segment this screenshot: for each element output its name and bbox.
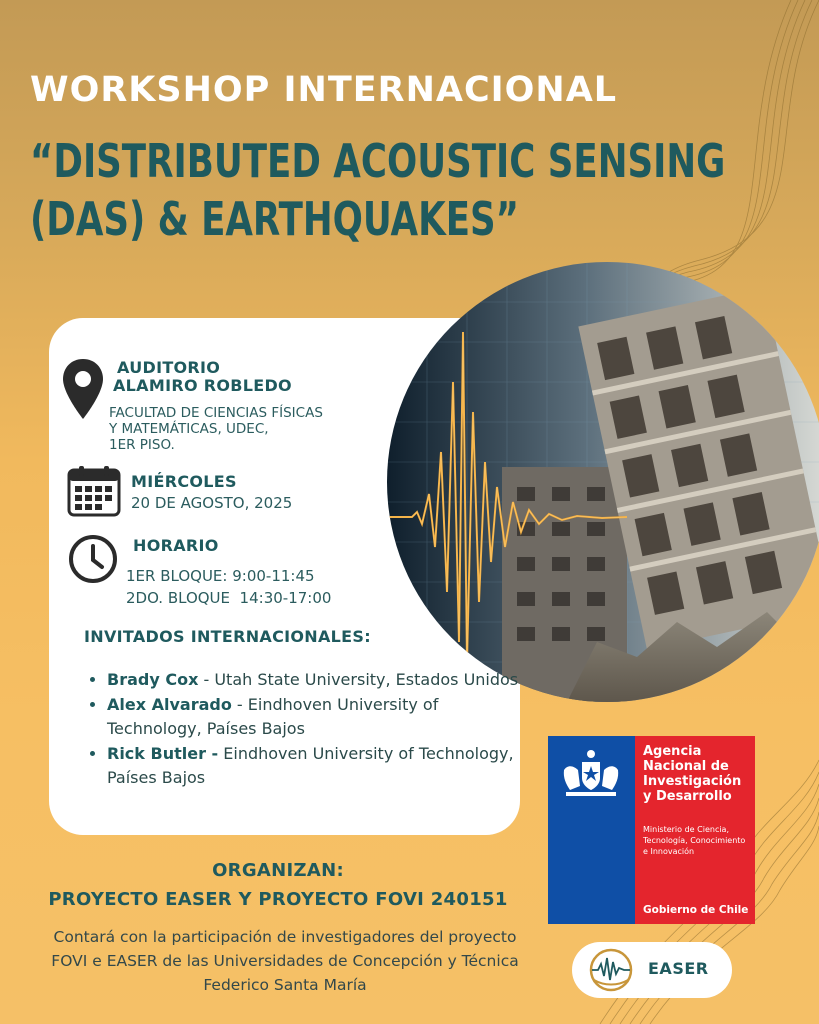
anid-ministry-line-3: e Innovación [643,847,695,856]
list-item [107,693,527,741]
date-weekday: MIÉRCOLES [131,472,237,491]
venue-name-line-1: AUDITORIO [117,358,221,377]
event-type-heading: WORKSHOP INTERNACIONAL [30,70,618,110]
venue-name-line-2: ALAMIRO ROBLEDO [113,376,292,395]
anid-ministry [643,824,753,857]
guest-detail: - Utah State University, Estados Unidos [198,670,519,689]
organizers-projects: PROYECTO EASER Y PROYECTO FOVI 240151 [48,889,508,910]
event-title-line-1: “DISTRIBUTED ACOUSTIC SENSING [30,134,726,188]
guests-heading: INVITADOS INTERNACIONALES: [84,627,371,646]
schedule-block-1: 1ER BLOQUE: 9:00-11:45 [126,567,315,585]
schedule-label: HORARIO [133,536,219,555]
venue-address-line-1: FACULTAD DE CIENCIAS FÍSICAS [109,405,323,421]
anid-ministry-line-2: Tecnología, Conocimiento [643,836,746,845]
venue-address-line-2: Y MATEMÁTICAS, UDEC, [109,421,269,437]
event-title [30,132,726,248]
guest-name: Brady Cox [107,670,199,689]
anid-government-label: Gobierno de Chile [643,904,749,916]
easer-seismograph-icon [586,948,636,992]
schedule-block-2: 2DO. BLOQUE 14:30-17:00 [126,589,332,607]
easer-logo [572,942,732,998]
anid-logo [548,736,755,924]
anid-logo-red-panel [635,736,755,924]
list-item [107,742,527,790]
date-full: 20 DE AGOSTO, 2025 [131,494,293,512]
anid-name-line-1: Agencia [643,744,702,759]
anid-ministry-line-1: Ministerio de Ciencia, [643,825,730,834]
guest-name: Rick Butler - [107,744,219,763]
guests-list [84,668,527,791]
guest-detail: - Eindhoven University of Technology, Países Bajos [107,695,439,738]
anid-logo-blue-panel [548,736,635,924]
list-item [107,668,527,692]
event-title-line-2: (DAS) & EARTHQUAKES” [30,192,520,246]
clock-icon [68,534,118,584]
organizers-heading: ORGANIZAN: [212,860,344,881]
guest-name: Alex Alvarado [107,695,232,714]
venue-address-line-3: 1ER PISO. [109,437,175,453]
anid-name-line-2: Nacional de [643,759,729,774]
location-pin-icon [62,358,104,420]
anid-agency-name [643,744,753,804]
participation-note: Contará con la participación de investigadores del proyecto FOVI e EASER de las Universidades de Concepción y Técnica Federico Santa María [51,928,519,994]
chile-coat-of-arms-icon [560,748,622,798]
anid-name-line-4: y Desarrollo [643,789,732,804]
guest-detail: Eindhoven University of Technology, Países Bajos [107,744,514,787]
calendar-icon [67,465,121,517]
earthquake-building-photo [387,262,819,702]
anid-name-line-3: Investigación [643,774,742,789]
venue-address [109,405,323,453]
easer-label: EASER [648,959,709,978]
